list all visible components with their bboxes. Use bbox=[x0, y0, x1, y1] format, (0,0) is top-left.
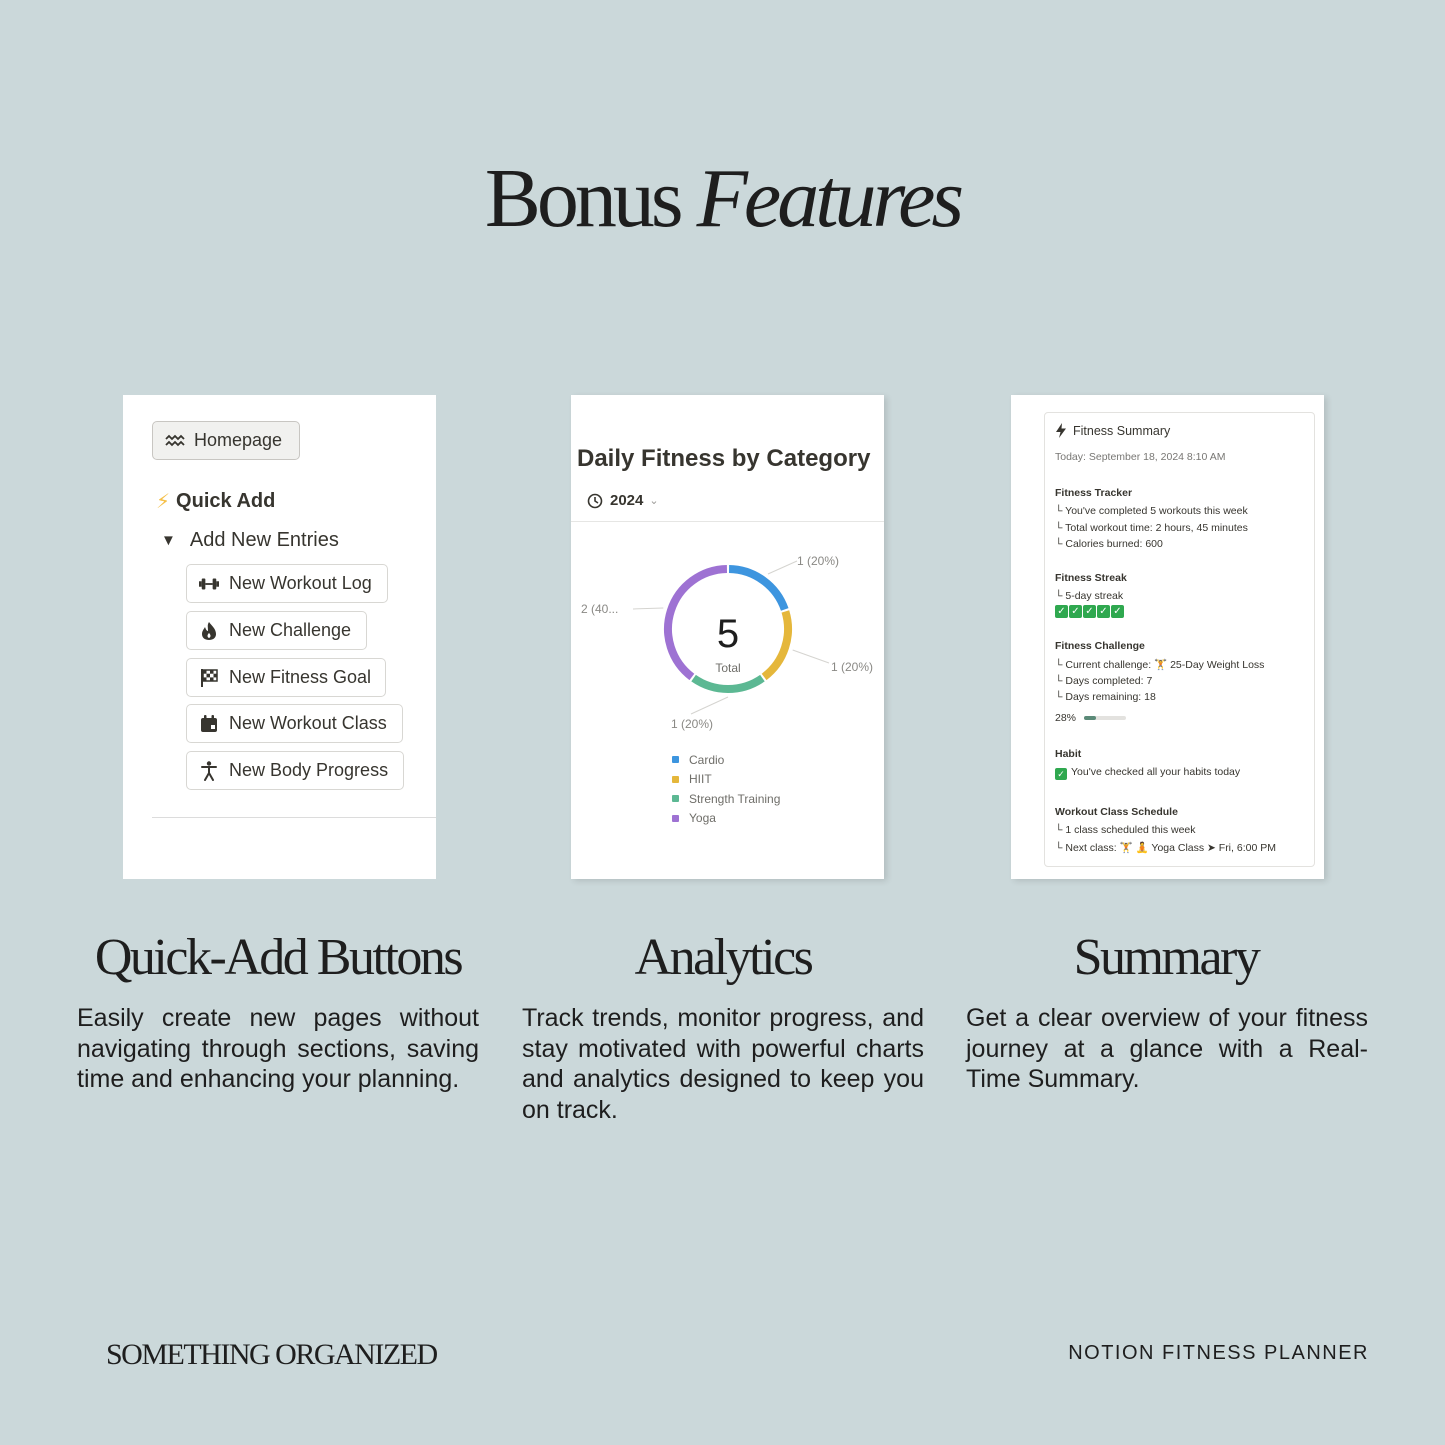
title-italic: Features bbox=[696, 152, 961, 245]
data-label-strength: 1 (20%) bbox=[671, 717, 714, 731]
section-heading: Workout Class Schedule bbox=[1055, 806, 1178, 818]
new-workout-log-button[interactable] bbox=[186, 564, 388, 603]
dumbbell-icon bbox=[199, 574, 219, 594]
data-label-yoga: 2 (40... bbox=[581, 602, 619, 616]
legend-item-cardio[interactable] bbox=[672, 750, 780, 770]
triangle-down-icon: ▼ bbox=[161, 532, 176, 549]
clock-icon bbox=[587, 493, 603, 509]
habit-section bbox=[1055, 748, 1240, 783]
section-line: └ Days remaining: 18 bbox=[1055, 691, 1156, 703]
year-label: 2024 bbox=[610, 492, 644, 509]
summary-heading bbox=[1055, 423, 1170, 438]
caption-text-analytics: Track trends, monitor progress, and stay motivated with powerful charts and analytics designed to keep you on track. bbox=[522, 1004, 924, 1124]
progress-fill bbox=[1084, 716, 1096, 720]
quick-add-card bbox=[123, 395, 436, 879]
legend-swatch bbox=[672, 795, 679, 802]
leader-line bbox=[793, 650, 829, 663]
data-label-cardio: 1 (20%) bbox=[797, 554, 840, 568]
streak-checkmarks bbox=[1055, 605, 1127, 618]
caption-heading-summary: Summary bbox=[1073, 929, 1259, 986]
brand-name: SOMETHING ORGANIZED bbox=[106, 1338, 437, 1371]
challenge-progress bbox=[1055, 712, 1264, 724]
figure-icon bbox=[199, 761, 219, 781]
check-icon: ✓ bbox=[1055, 768, 1067, 780]
button-label: New Fitness Goal bbox=[229, 667, 372, 687]
lightning-icon: ⚡ bbox=[156, 491, 171, 513]
fitness-challenge-section bbox=[1055, 640, 1264, 724]
title-regular: Bonus bbox=[484, 152, 680, 245]
section-line: └ 1 class scheduled this week bbox=[1055, 824, 1196, 836]
year-filter[interactable] bbox=[587, 492, 659, 509]
new-challenge-button[interactable] bbox=[186, 611, 367, 650]
product-name: NOTION FITNESS PLANNER bbox=[1068, 1342, 1369, 1364]
fitness-tracker-section bbox=[1055, 487, 1248, 555]
homepage-button[interactable] bbox=[152, 421, 300, 460]
center-value: 5 bbox=[716, 612, 740, 656]
caption-text-summary: Get a clear overview of your fitness journey at a glance with a Real-Time Summary. bbox=[966, 1004, 1368, 1093]
button-label: New Body Progress bbox=[229, 760, 389, 780]
section-line: └ 5-day streak bbox=[1055, 590, 1124, 602]
legend-swatch bbox=[672, 756, 679, 763]
donut-chart bbox=[571, 535, 884, 750]
section-heading: Fitness Tracker bbox=[1055, 487, 1133, 499]
lightning-icon bbox=[1055, 423, 1067, 438]
leader-line bbox=[633, 608, 663, 609]
fitness-streak-section bbox=[1055, 572, 1127, 618]
check-icon: ✓ bbox=[1069, 605, 1082, 618]
summary-panel bbox=[1044, 412, 1315, 867]
section-line: └ Next class: 🏋 🧘 Yoga Class ➤ Fri, 6:00 PM bbox=[1055, 841, 1276, 854]
legend-label: Yoga bbox=[689, 811, 716, 826]
donut-slice-cardio[interactable] bbox=[729, 569, 785, 609]
donut-slice-hiit[interactable] bbox=[764, 611, 788, 676]
section-heading: Habit bbox=[1055, 748, 1082, 760]
quick-add-heading bbox=[156, 489, 275, 514]
section-line: └ Current challenge: 🏋 25-Day Weight Loss bbox=[1055, 659, 1265, 671]
center-label: Total bbox=[715, 661, 741, 675]
check-icon: ✓ bbox=[1055, 605, 1068, 618]
legend-label: HIIT bbox=[689, 772, 712, 787]
progress-label: 28% bbox=[1055, 711, 1077, 724]
new-body-progress-button[interactable] bbox=[186, 751, 404, 790]
section-heading: Fitness Challenge bbox=[1055, 640, 1145, 652]
divider bbox=[571, 521, 884, 522]
legend-label: Cardio bbox=[689, 752, 725, 767]
legend-swatch bbox=[672, 815, 679, 822]
summary-card bbox=[1011, 395, 1324, 879]
legend-item-strength[interactable] bbox=[672, 789, 780, 809]
progress-track bbox=[1084, 716, 1126, 720]
check-icon: ✓ bbox=[1083, 605, 1096, 618]
donut-slice-strength-training[interactable] bbox=[694, 678, 763, 689]
workout-schedule-section bbox=[1055, 806, 1276, 857]
legend-label: Strength Training bbox=[689, 791, 781, 806]
new-fitness-goal-button[interactable] bbox=[186, 658, 386, 697]
section-line: └ Calories burned: 600 bbox=[1055, 538, 1163, 550]
button-label: New Workout Class bbox=[229, 713, 387, 733]
today-timestamp: Today: September 18, 2024 8:10 AM bbox=[1055, 451, 1226, 463]
button-label: New Workout Log bbox=[229, 573, 372, 593]
analytics-card bbox=[571, 395, 884, 879]
quick-add-heading-text: Quick Add bbox=[176, 490, 276, 512]
section-line: └ Days completed: 7 bbox=[1055, 674, 1153, 687]
new-workout-class-button[interactable] bbox=[186, 704, 403, 743]
caption-text-quick-add: Easily create new pages without navigating through sections, saving time and enhancing your planning. bbox=[77, 1004, 479, 1093]
data-label-hiit: 1 (20%) bbox=[831, 660, 874, 674]
leader-line bbox=[768, 561, 797, 574]
chart-legend bbox=[672, 750, 780, 828]
legend-swatch bbox=[672, 776, 679, 783]
add-new-entries-toggle[interactable] bbox=[161, 529, 339, 552]
toggle-label: Add New Entries bbox=[189, 529, 339, 551]
button-label: New Challenge bbox=[229, 620, 352, 640]
legend-item-yoga[interactable] bbox=[672, 809, 780, 829]
page-title bbox=[0, 150, 1445, 247]
legend-item-hiit[interactable] bbox=[672, 770, 780, 790]
chevron-down-icon: ⌄ bbox=[649, 495, 659, 507]
check-icon: ✓ bbox=[1111, 605, 1124, 618]
caption-heading-analytics: Analytics bbox=[634, 929, 812, 986]
divider bbox=[152, 817, 436, 818]
section-heading: Fitness Streak bbox=[1055, 572, 1127, 584]
section-line: You've checked all your habits today bbox=[1071, 766, 1241, 778]
section-line: └ Total workout time: 2 hours, 45 minutes bbox=[1055, 521, 1248, 534]
summary-heading-text: Fitness Summary bbox=[1073, 423, 1171, 438]
wave-icon bbox=[165, 434, 185, 448]
leader-line bbox=[691, 697, 728, 714]
calendar-icon bbox=[199, 714, 219, 734]
chart-title: Daily Fitness by Category bbox=[577, 445, 871, 472]
checkered-flag-icon bbox=[199, 668, 219, 688]
check-icon: ✓ bbox=[1097, 605, 1110, 618]
caption-heading-quick-add: Quick-Add Buttons bbox=[94, 929, 462, 986]
section-line: └ You've completed 5 workouts this week bbox=[1055, 505, 1248, 517]
flame-icon bbox=[199, 621, 219, 641]
homepage-label: Homepage bbox=[194, 430, 283, 450]
